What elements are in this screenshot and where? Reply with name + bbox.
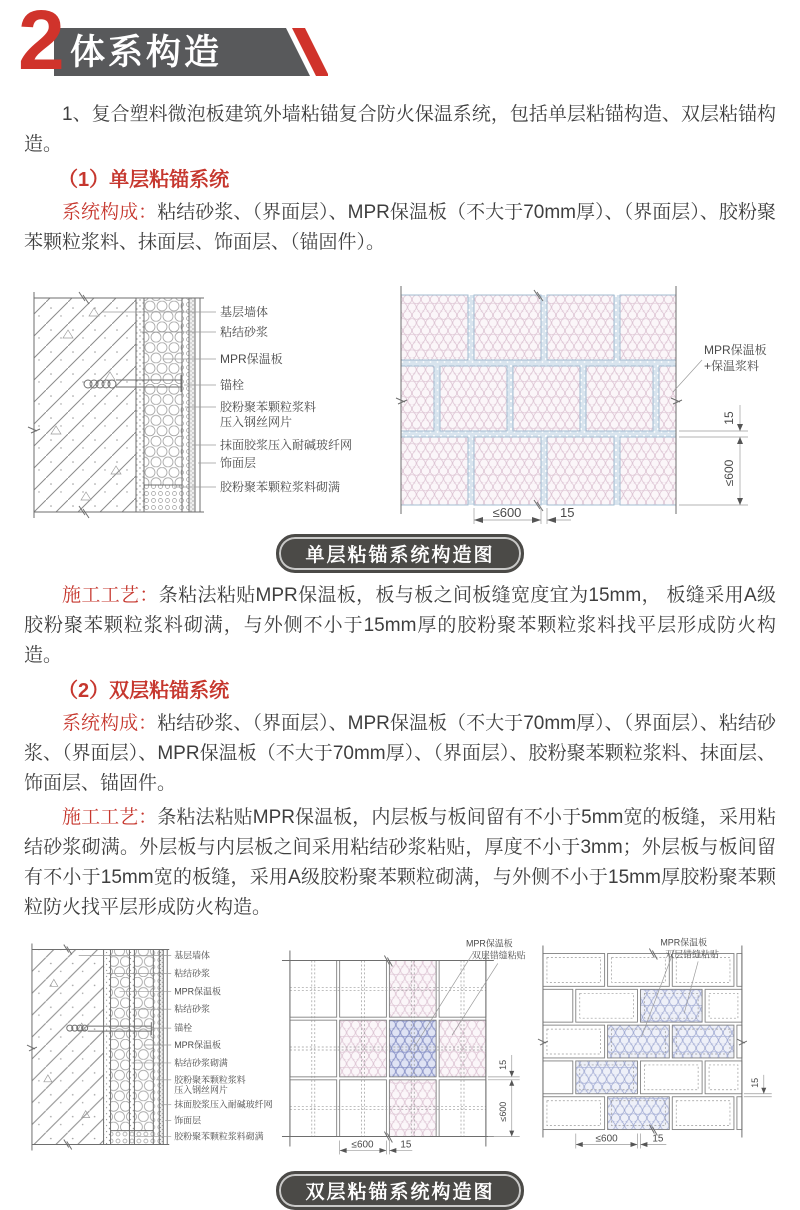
- diagram-label: 胶粉聚苯颗粒浆料砌满: [174, 1131, 264, 1142]
- dimension-label: ≤600: [492, 505, 522, 520]
- double-wall-section-diagram: [24, 935, 275, 1163]
- dimension-label: 15: [560, 505, 575, 520]
- single-figure-caption: 单层粘锚系统构造图: [276, 534, 523, 573]
- process-label: 施工工艺：: [62, 585, 159, 606]
- intro-paragraph: 1、复合塑料微泡板建筑外墙粘锚复合防火保温系统，包括单层粘锚构造、双层粘锚构造。: [24, 104, 776, 155]
- diagram-label: 双层错缝粘贴: [665, 949, 720, 960]
- dimension-label: ≤600: [722, 459, 736, 487]
- single-figure-caption-row: [0, 534, 800, 573]
- single-wall-section-diagram: [24, 280, 374, 530]
- diagram-label: +保温浆料: [704, 359, 760, 373]
- diagram-label: 粘结砂浆: [174, 968, 210, 979]
- section-title-banner: [54, 28, 328, 76]
- dimension-label: ≤600: [497, 1101, 508, 1122]
- diagram-label: MPR保温板: [220, 352, 283, 366]
- double-grid-layout-diagram: [275, 935, 536, 1163]
- diagram-label: 胶粉聚苯颗粒浆料: [174, 1074, 246, 1085]
- diagram-label: 抹面胶浆压入耐碱玻纤网: [174, 1099, 273, 1110]
- double-process-paragraph: [24, 803, 776, 923]
- double-brick-layout-diagram: [535, 935, 776, 1163]
- composition-text: 粘结砂浆、（界面层）、MPR保温板（不大于70mm厚）、（界面层）、粘结砂浆、（界面层）、MPR保温板（不大于70mm厚）、（界面层）、胶粉聚苯颗粒浆料、抹面层、饰面层、锚固件。: [24, 713, 776, 794]
- double-layer-heading: （2）双层粘锚系统: [58, 680, 230, 702]
- dimension-label: 15: [652, 1133, 664, 1145]
- section-header: [0, 0, 800, 87]
- composition-label: 系统构成：: [62, 202, 158, 223]
- section-title: 体系构造: [70, 33, 223, 72]
- diagram-label: 饰面层: [174, 1115, 202, 1126]
- diagram-label: MPR保温板: [465, 938, 513, 949]
- single-composition-paragraph: [24, 198, 776, 258]
- double-composition-paragraph: [24, 709, 776, 799]
- diagram-label: 压入钢丝网片: [174, 1084, 228, 1095]
- diagram-label: 基层墙体: [174, 950, 210, 961]
- double-figure-caption: 双层粘锚系统构造图: [276, 1171, 523, 1210]
- diagram-label: 胶粉聚苯颗粒浆料: [220, 400, 317, 414]
- diagram-label: 双层错缝粘贴: [471, 950, 526, 961]
- diagram-label: 胶粉聚苯颗粒浆料砌满: [220, 480, 341, 494]
- diagram-label: MPR保温板: [660, 937, 708, 948]
- diagram-label: 粘结砂浆: [174, 1004, 210, 1015]
- diagram-label: 粘结砂浆: [220, 325, 269, 339]
- single-layer-figure: [24, 280, 776, 530]
- dimension-label: 15: [722, 411, 736, 425]
- diagram-label: 锚栓: [174, 1023, 193, 1034]
- diagram-label: MPR保温板: [174, 986, 221, 997]
- composition-text: 粘结砂浆、（界面层）、MPR保温板（不大于70mm厚）、（界面层）、胶粉聚苯颗粒浆料、抹面层、饰面层、（锚固件）。: [24, 202, 776, 253]
- diagram-label: 压入钢丝网片: [220, 415, 293, 429]
- single-process-paragraph: [24, 581, 776, 671]
- diagram-label: 饰面层: [220, 456, 257, 470]
- dimension-label: ≤600: [595, 1133, 618, 1145]
- section-number: 2: [18, 0, 65, 87]
- diagram-label: 基层墙体: [220, 305, 269, 319]
- process-text: 条粘法粘贴MPR保温板，内层板与板间留有不小于5mm宽的板缝，采用粘结砂浆砌满。外层板与内层板之间采用粘结砂浆粘贴，厚度不小于3mm；外层板与板间留有不小于15mm宽的板缝，采用A级胶粉聚苯颗粒砌满，与外侧不小于15mm厚胶粉聚苯颗粒防火找平层形成防火构造。: [24, 807, 776, 918]
- single-layer-heading: （1）单层粘锚系统: [58, 169, 230, 191]
- process-text: 条粘法粘贴MPR保温板，板与板之间板缝宽度宜为15mm， 板缝采用A级胶粉聚苯颗粒浆料砌满，与外侧不小于15mm厚的胶粉聚苯颗粒浆料找平层形成防火构造。: [24, 585, 776, 666]
- diagram-label: 粘结砂浆砌满: [174, 1057, 228, 1068]
- double-layer-figure: [24, 935, 776, 1163]
- diagram-label: MPR保温板: [704, 343, 767, 357]
- diagram-label: MPR保温板: [174, 1040, 221, 1051]
- process-label: 施工工艺：: [62, 807, 158, 828]
- diagram-label: 锚栓: [220, 378, 245, 392]
- single-board-layout-diagram: [376, 280, 776, 530]
- dimension-label: ≤600: [351, 1139, 374, 1151]
- double-figure-caption-row: [0, 1171, 800, 1210]
- dimension-label: 15: [497, 1059, 508, 1070]
- composition-label: 系统构成：: [62, 713, 158, 734]
- diagram-label: 抹面胶浆压入耐碱玻纤网: [220, 438, 353, 452]
- dimension-label: 15: [750, 1077, 761, 1088]
- dimension-label: 15: [400, 1139, 412, 1151]
